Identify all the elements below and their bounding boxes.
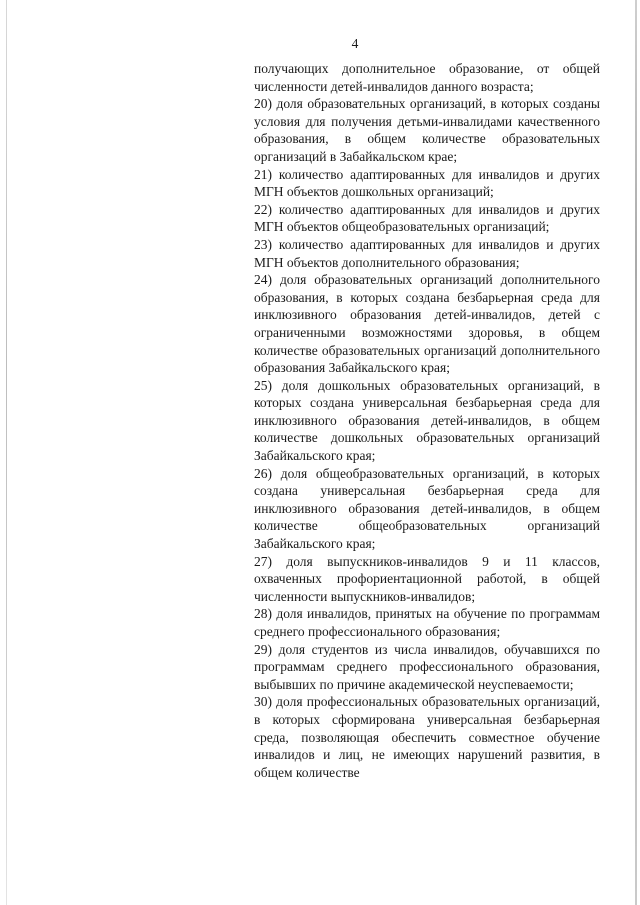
page-number: 4 <box>351 36 359 51</box>
paragraph-continuation: получающих дополнительное образование, от общей численности детей-инвалидов данного возраста; <box>254 61 600 94</box>
document-body <box>254 60 600 781</box>
paragraph-item-27: 27) доля выпускников-инвалидов 9 и 11 классов, охваченных профориентационной работой, в общей численности выпускников-инвалидов; <box>254 553 600 604</box>
paragraph-item-29: 29) доля студентов из числа инвалидов, обучавшихся по программам среднего профессионального образования, выбывших по причине академической неуспеваемости; <box>254 641 600 692</box>
paragraph-item-20: 20) доля образовательных организаций, в которых созданы условия для получения детьми-инвалидами качественного образования, в общем количестве образовательных организаций в Забайкальском крае; <box>254 96 600 164</box>
paragraph-item-23: 23) количество адаптированных для инвалидов и других МГН объектов дополнительного образования; <box>254 236 600 270</box>
scan-edge-right <box>635 0 637 905</box>
paragraph-item-24: 24) доля образовательных организаций дополнительного образования, в которых создана безбарьерная среда для инклюзивного образования детей-инвалидов, детей с ограниченными возможностями здоровья, в общем количестве образовательных организаций дополнительного образования Забайкальского края; <box>254 272 600 376</box>
scan-edge-left <box>6 0 7 905</box>
paragraph-item-30: 30) доля профессиональных образовательных организаций, в которых сформирована универсальная безбарьерная среда, позволяющая обеспечить совместное обучение инвалидов и лиц, не имеющих нарушений развития, в общем количестве <box>254 694 600 780</box>
paragraph-item-25: 25) доля дошкольных образовательных организаций, в которых создана универсальная безбарьерная среда для инклюзивного образования детей-инвалидов, в общем количестве дошкольных образовательных организаций Забайкальского края; <box>254 377 600 464</box>
paragraph-item-26: 26) доля общеобразовательных организаций, в которых создана универсальная безбарьерная среда для инклюзивного образования детей-инвалидов, в общем количестве общеобразовательных организаций Забайкальского края; <box>254 465 600 552</box>
paragraph-item-21: 21) количество адаптированных для инвалидов и других МГН объектов дошкольных организаций; <box>254 166 600 200</box>
paragraph-item-28: 28) доля инвалидов, принятых на обучение по программам среднего профессионального образования; <box>254 606 600 639</box>
paragraph-item-22: 22) количество адаптированных для инвалидов и других МГН объектов общеобразовательных организаций; <box>254 201 600 235</box>
